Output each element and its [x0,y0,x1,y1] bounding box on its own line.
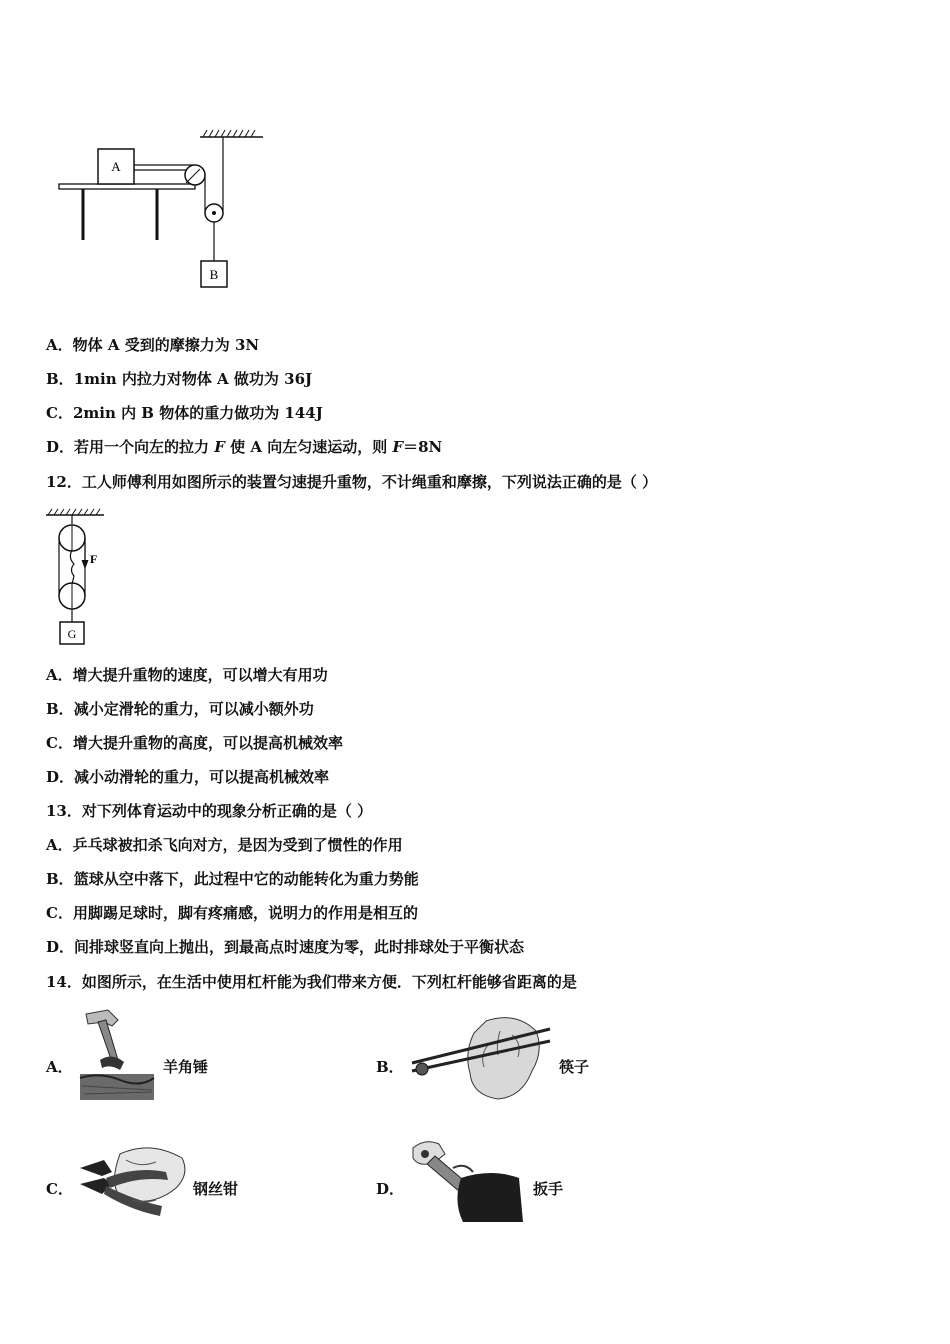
q14-option-d-label: D． [376,1180,405,1198]
q13-option-b: B．篮球从空中落下，此过程中它的动能转化为重力势能 [46,870,419,888]
q14-option-c-name: 钢丝钳 [193,1180,239,1198]
q12-pulley-block-diagram [42,506,112,648]
q14-option-b-label: B． [376,1058,404,1076]
q12-option-d: D．减小动滑轮的重力，可以提高机械效率 [46,768,330,786]
q12-stem: 12．工人师傅利用如图所示的装置匀速提升重物，不计绳重和摩擦，下列说法正确的是（ ） [46,473,658,491]
block-a-label: A [111,159,121,174]
wrench-image [405,1138,525,1222]
q11-pulley-diagram [55,125,270,295]
q14-stem: 14．如图所示，在生活中使用杠杆能为我们带来方便．下列杠杆能够省距离的是 [46,973,577,991]
q13-option-a: A．乒乓球被扣杀飞向对方，是因为受到了惯性的作用 [46,836,403,854]
q11-option-b: B．1min 内拉力对物体 A 做功为 36J [46,370,313,388]
block-b-label: B [209,267,219,282]
q14-option-b-name: 筷子 [559,1058,590,1076]
q11-option-a: A．物体 A 受到的摩擦力为 3N [46,336,260,354]
weight-label: G [67,627,77,641]
q14-option-a-label: A． [46,1058,73,1076]
pliers-image [76,1140,190,1222]
q12-option-c: C．增大提升重物的高度，可以提高机械效率 [46,734,343,752]
q14-option-d-name: 扳手 [533,1180,564,1198]
q14-option-a-name: 羊角锤 [163,1058,209,1076]
q11-option-d: D．若用一个向左的拉力 F 使 A 向左匀速运动，则 F＝8N [46,438,443,456]
force-label: F [90,552,98,566]
chopsticks-image [408,1015,553,1103]
q12-option-b: B．减小定滑轮的重力，可以减小额外功 [46,700,314,718]
q14-option-c-label: C． [46,1180,73,1198]
q13-option-d: D．间排球竖直向上抛出，到最高点时速度为零，此时排球处于平衡状态 [46,938,525,956]
q11-option-c: C．2min 内 B 物体的重力做功为 144J [46,404,323,422]
q13-option-c: C．用脚踢足球时，脚有疼痛感，说明力的作用是相互的 [46,904,418,922]
q13-stem: 13．对下列体育运动中的现象分析正确的是（ ） [46,802,373,820]
fixed-pulley [185,165,205,185]
q12-option-a: A．增大提升重物的速度，可以增大有用功 [46,666,328,684]
claw-hammer-image [78,1008,156,1102]
